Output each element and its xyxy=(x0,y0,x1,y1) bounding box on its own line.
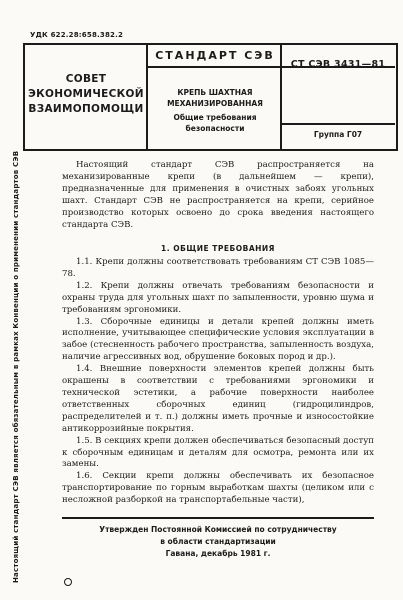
standard-label: СТАНДАРТ СЭВ xyxy=(155,49,275,62)
intro-paragraph: Настоящий стандарт СЭВ распространяется на механизированные крепи (в дальнейшем — крепи), предназначенные для применения в очистных забоях угольных шахт. Стандарт СЭВ не распространяется на крепи, серийное производство которых освоено до срока введения настоящего стандарта СЭВ. xyxy=(62,160,374,230)
paragraph-1-4: 1.4. Внешние поверхности элементов крепей должны быть окрашены в соответствии с требованиями эргономики и технической эстетики, а рабочие поверхности наиболее ответственных сборочных единиц (гидроцилиндров, распределителей и т. п.) должны иметь прочные и износостойкие антикоррозийные покрытия. xyxy=(62,364,374,434)
approval-note xyxy=(62,524,374,560)
document-title-line-2: МЕХАНИЗИРОВАННАЯ xyxy=(167,99,263,108)
intro-text xyxy=(62,160,374,231)
header-divider-left xyxy=(146,43,148,149)
document-title xyxy=(150,87,280,109)
document-subtitle-line-2: безопасности xyxy=(185,124,245,133)
council-name xyxy=(26,72,146,117)
footer-rule xyxy=(62,517,374,519)
council-line-2: ЭКОНОМИЧЕСКОЙ xyxy=(28,88,144,100)
header-divider-right xyxy=(280,43,282,149)
page-mark-icon xyxy=(64,578,72,586)
document-title-line-1: КРЕПЬ ШАХТНАЯ xyxy=(177,88,253,97)
paragraph-1-1: 1.1. Крепи должны соответствовать требованиям СТ СЭВ 1085—78. xyxy=(62,257,374,279)
section-title: 1. ОБЩИЕ ТРЕБОВАНИЯ xyxy=(161,244,275,253)
paragraph-1-5: 1.5. В секциях крепи должен обеспечиваться безопасный доступ к сборочным единицам и деталям для осмотра, ремонта или их замены. xyxy=(62,435,374,470)
standard-number: СТ СЭВ 3431—81 xyxy=(290,59,386,70)
side-note: Настоящий стандарт СЭВ является обязательным в рамках Конвенции о применении стандартов СЭВ xyxy=(12,150,20,583)
udk-code: УДК 622.28:658.382.2 xyxy=(30,31,124,39)
group-code: Группа Г07 xyxy=(313,130,363,139)
approval-line-2: в области стандартизации xyxy=(160,537,276,546)
paragraph-1-6: 1.6. Секции крепи должны обеспечивать их безопасное транспортирование по горным выработкам шахты (целиком или с несложной разборкой на транспортабельные части), xyxy=(62,471,374,506)
body-text xyxy=(62,257,374,507)
paragraph-1-2: 1.2. Крепи должны отвечать требованиям безопасности и охраны труда для угольных шахт по запыленности, уровню шума и требованиям эргономики. xyxy=(62,280,374,315)
council-line-1: СОВЕТ xyxy=(65,73,107,85)
paragraph-1-3: 1.3. Сборочные единицы и детали крепей должны иметь исполнение, учитывающее специфические условия эксплуатации в забое (стесненность рабочего пространства, запыленность воздуха, наличие агрессивных вод, обрушение боковых пород и др.). xyxy=(62,316,374,363)
council-line-3: ВЗАИМОПОМОЩИ xyxy=(28,103,144,115)
document-subtitle-line-1: Общие требования xyxy=(173,113,257,122)
document-subtitle xyxy=(150,112,280,134)
approval-line-3: Гавана, декабрь 1981 г. xyxy=(165,549,271,558)
approval-line-1: Утвержден Постоянной Комиссией по сотрудничеству xyxy=(99,525,337,534)
header-rule-group xyxy=(282,123,395,125)
